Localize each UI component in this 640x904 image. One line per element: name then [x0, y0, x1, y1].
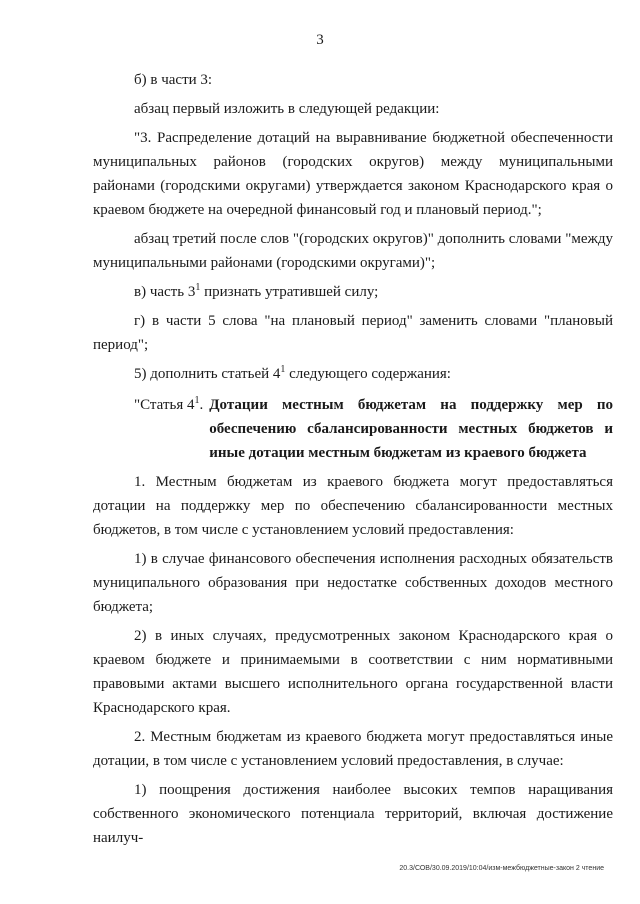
paragraph-part-3-1: [93, 280, 613, 304]
paragraph-item-1-1: 1) в случае финансового обеспечения исполнения расходных обязательств муниципального образования при недостатке собственных доходов местного бюджета;: [93, 551, 613, 615]
paragraph-quote-distribution: "3. Распределение дотаций на выравнивание бюджетной обеспеченности муниципальных районов (городских округов) между муниципальными районами (городскими округами) утверждается законом Краснодарского края о краевом бюджете на очередной финансовый год и плановый период.";: [93, 130, 613, 218]
superscript: 1: [194, 395, 200, 406]
superscript: 1: [280, 364, 286, 375]
paragraph-third-abzac: абзац третий после слов "(городских округов)" дополнить словами "между муниципальными районами (городскими округами)";: [93, 231, 613, 271]
document-body: [93, 68, 613, 855]
footer-stamp: 20.3/СОВ/30.09.2019/10:04/изм-межбюджетные-закон 2 чтение: [399, 865, 604, 872]
paragraph-item-2: 2. Местным бюджетам из краевого бюджета могут предоставляться иные дотации, в том числе с установлением условий предоставления, в случае:: [93, 729, 613, 769]
paragraph-item-1: 1. Местным бюджетам из краевого бюджета могут предоставляться дотации на поддержку мер по обеспечению сбалансированности местных бюджетов, в том числе с установлением условий предоставления:: [93, 474, 613, 538]
article-heading: [93, 393, 613, 465]
paragraph-part-3-1-text: в) часть 3: [134, 284, 196, 300]
article-number-text: "Статья 4: [134, 397, 195, 413]
paragraph-first-abzac: абзац первый изложить в следующей редакции:: [134, 101, 440, 117]
article-number: [93, 393, 203, 417]
page-number: 3: [316, 32, 324, 48]
article-title: Дотации местным бюджетам на поддержку мер по обеспечению сбалансированности местных бюджетов и иные дотации местным бюджетам из краевого бюджета: [209, 397, 613, 461]
paragraph-part-5: г) в части 5 слова "на плановый период" заменить словами "плановый период";: [93, 313, 613, 353]
paragraph-add-article-rest: следующего содержания:: [285, 366, 451, 382]
paragraph-item-1-2: 2) в иных случаях, предусмотренных законом Краснодарского края о краевом бюджете и принимаемыми в соответствии с ним нормативными правовыми актами высшего исполнительного органа государственной власти Краснодарского края.: [93, 628, 613, 716]
superscript: 1: [195, 282, 201, 293]
paragraph-add-article: [93, 362, 613, 386]
paragraph-item-2-1: 1) поощрения достижения наиболее высоких темпов наращивания собственного экономического потенциала территорий, включая достижение наилуч-: [93, 782, 613, 846]
paragraph-part-3: б) в части 3:: [134, 72, 213, 88]
paragraph-add-article-text: 5) дополнить статьей 4: [134, 366, 281, 382]
article-number-dot: .: [199, 397, 204, 413]
paragraph-part-3-1-rest: признать утратившей силу;: [200, 284, 379, 300]
